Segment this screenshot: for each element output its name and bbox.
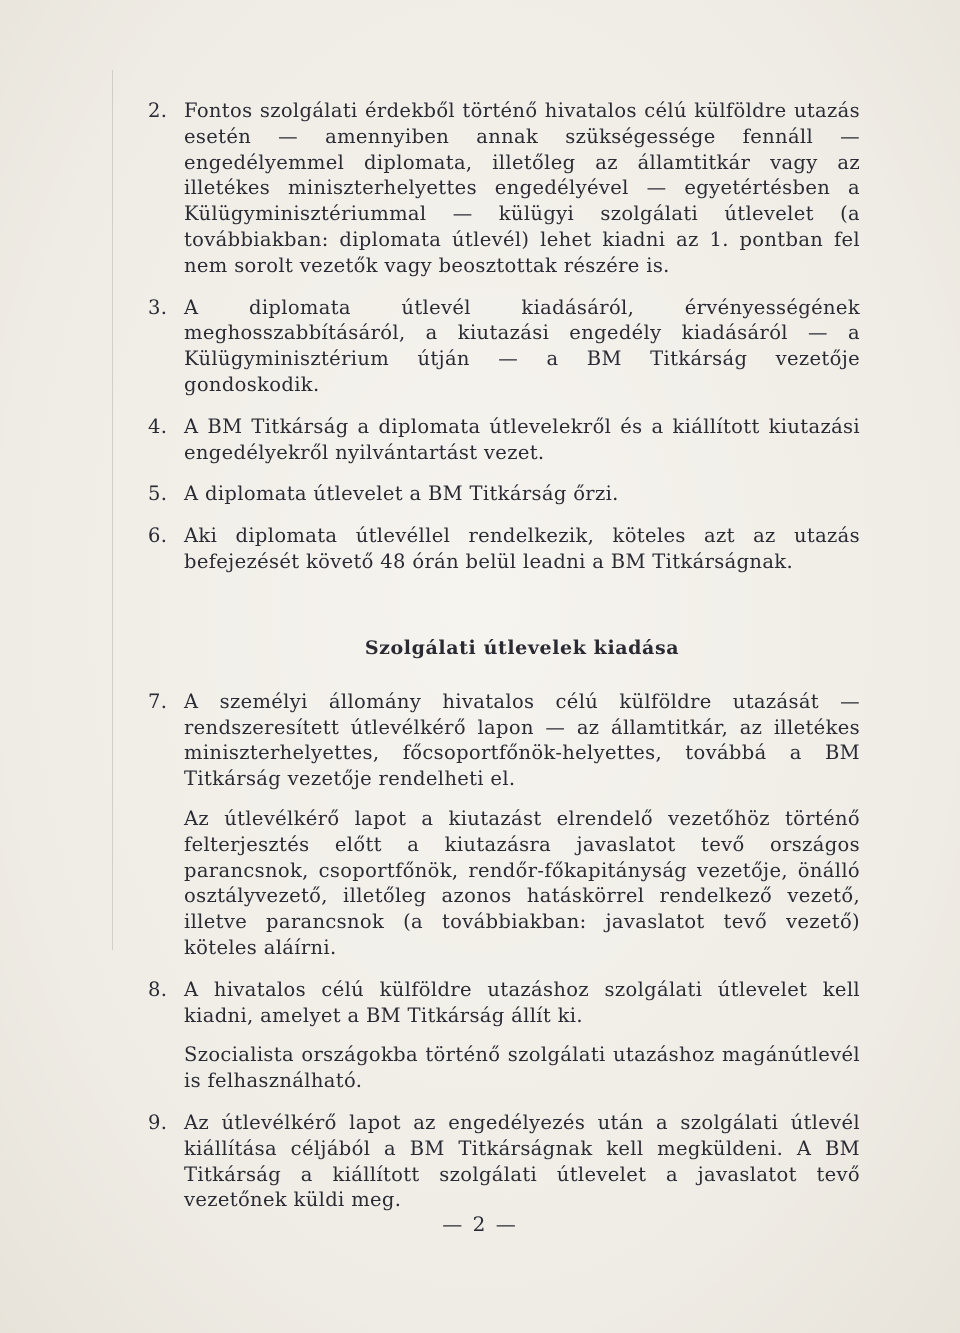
item-number: 8. [148,977,168,1001]
item-number: 4. [148,414,168,438]
page-number: — 2 — [442,1212,518,1236]
section-heading: Szolgálati útlevelek kiadása [364,636,680,659]
item-8 [148,977,860,1094]
item-number: 3. [148,295,168,319]
item-5 [148,481,860,507]
item-paragraph: A BM Titkárság a diplomata útlevelekről és a kiállított kiutazási engedélyekről nyilvántartást vezet. [184,414,860,464]
item-paragraph: Szocialista országokba történő szolgálati utazáshoz magánútlevél is felhasználható. [184,1043,860,1093]
item-paragraph: A személyi állomány hivatalos célú külföldre utazását — rendszeresített útlevélkérő lapon — az államtitkár, az illetékes miniszterhelyettes, főcsoportfőnök-helyettes, továbbá a BM Titkárság vezetője rendelheti el. [184,689,860,791]
item-paragraph: Az útlevélkérő lapot a kiutazást elrendelő vezetőhöz történő felterjesztés előtt a kiutazásra javaslatot tevő országos parancsnok, csoportfőnök, rendőr-főkapitányság vezetője, önálló osztályvezető, illetőleg azonos hatáskörrel rendelkező vezető, illetve parancsnok (a továbbiakban: javaslatot tevő vezető) köteles aláírni. [184,806,860,959]
item-number: 5. [148,482,168,506]
item-7 [148,689,860,961]
item-4 [148,414,860,466]
item-paragraph: Fontos szolgálati érdekből történő hivatalos célú külföldre utazás esetén — amennyiben annak szükségessége fennáll — engedélyemmel diplomata, illetőleg az államtitkár vagy az illetékes miniszterhelyettes engedélyével — egyetértésben a Külügyminisztériummal — külügyi szolgálati útlevelet (a továbbiakban: diplomata útlevél) lehet kiadni az 1. pontban fel nem sorolt vezetők vagy beosztottak részére is. [184,99,860,277]
binding-edge-mark [112,70,153,950]
item-paragraph: A diplomata útlevél kiadásáról, érvényességének meghosszabbításáról, a kiutazási engedély kiadásáról — a Külügyminisztérium útján — a BM Titkárság vezetője gondoskodik. [184,295,860,396]
item-number: 2. [148,99,168,122]
item-paragraph: Az útlevélkérő lapot az engedélyezés után a szolgálati útlevél kiállítása céljából a BM Titkárságnak kell megküldeni. A BM Titkárság a kiállított szolgálati útlevelet a javaslatot tevő vezetőnek küldi meg. [184,1110,860,1212]
item-paragraph: A diplomata útlevelet a BM Titkárság őrzi. [184,482,619,506]
item-number: 6. [148,524,168,548]
item-paragraph: A hivatalos célú külföldre utazáshoz szolgálati útlevelet kell kiadni, amelyet a BM Titkárság állít ki. [184,977,860,1027]
item-6 [148,523,860,575]
item-9 [148,1110,860,1213]
item-3 [148,295,860,398]
item-2 [148,98,860,279]
item-number: 7. [148,689,168,713]
item-number: 9. [148,1110,168,1134]
item-paragraph: Aki diplomata útlevéllel rendelkezik, köteles azt az utazás befejezését követő 48 órán belül leadni a BM Titkárságnak. [184,524,860,573]
document-body [148,98,860,1229]
